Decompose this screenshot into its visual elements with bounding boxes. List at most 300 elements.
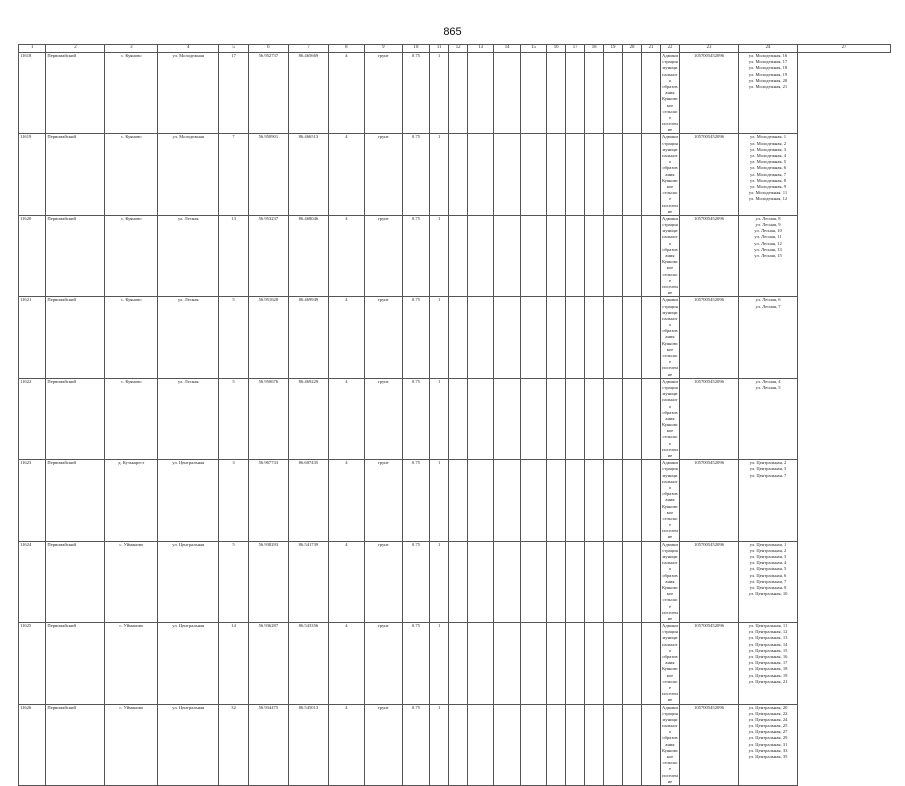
cell-empty bbox=[520, 704, 546, 785]
cell-surface: грунт bbox=[364, 623, 402, 704]
address-line: ул. Центральная, 14 bbox=[748, 641, 788, 647]
address-line: ул. Центральная, 2 bbox=[749, 460, 787, 466]
cell-settlement: с. Куяново bbox=[105, 378, 158, 459]
table-row bbox=[19, 541, 891, 622]
address-line: ул. Центральная, 31 bbox=[748, 741, 788, 747]
column-header: 13 bbox=[468, 45, 494, 53]
cell-addresses bbox=[739, 215, 798, 296]
cell-settlement: с. Куяново bbox=[105, 53, 158, 134]
cell-surface: грунт bbox=[364, 704, 402, 785]
cell-empty bbox=[585, 541, 604, 622]
cell-id: 11621 bbox=[19, 297, 46, 378]
cell-empty bbox=[604, 134, 623, 215]
cell-empty bbox=[494, 134, 520, 215]
address-line: ул. Центральная, 25 bbox=[748, 723, 788, 729]
address-line: ул. Центральная, 9 bbox=[749, 584, 787, 590]
cell-area: 0.75 bbox=[402, 541, 429, 622]
cell-count: 1 bbox=[430, 541, 449, 622]
address-line: ул. Лесная, 11 bbox=[754, 234, 782, 240]
cell-empty bbox=[642, 541, 661, 622]
cell-owner: Администрация муниципального образования Куяновское сельское поселение bbox=[661, 378, 678, 458]
cell-surface: грунт bbox=[364, 460, 402, 541]
cell-district: Первомайский bbox=[46, 704, 105, 785]
column-header: 19 bbox=[604, 45, 623, 53]
cell-lon: 86.469229 bbox=[288, 378, 328, 459]
address-line: ул. Центральная, 21 bbox=[748, 678, 788, 684]
address-line: ул. Молодежная, 2 bbox=[749, 140, 787, 146]
cell-empty bbox=[642, 704, 661, 785]
column-header: 22 bbox=[660, 45, 679, 53]
address-line: ул. Центральная, 6 bbox=[749, 572, 787, 578]
cell-house: 3 bbox=[219, 460, 249, 541]
cell-n: 4 bbox=[328, 297, 364, 378]
cell-street: ул. Лесная bbox=[158, 378, 219, 459]
cell-lat: 56.950901 bbox=[248, 134, 288, 215]
cell-n: 4 bbox=[328, 134, 364, 215]
address-line: ул. Центральная, 12 bbox=[748, 629, 788, 635]
cell-empty bbox=[468, 378, 494, 459]
address-line: ул. Центральная, 1 bbox=[749, 541, 787, 547]
cell-district: Первомайский bbox=[46, 623, 105, 704]
cell-district: Первомайский bbox=[46, 541, 105, 622]
cell-empty bbox=[623, 704, 642, 785]
address-line: ул. Центральная, 20 bbox=[748, 704, 788, 710]
cell-house: 17 bbox=[219, 53, 249, 134]
address-line: ул. Центральная, 19 bbox=[748, 672, 788, 678]
cell-count: 1 bbox=[430, 460, 449, 541]
address-line: ул. Центральная, 33 bbox=[748, 747, 788, 753]
cell-lon: 86.607435 bbox=[288, 460, 328, 541]
cell-house: 5 bbox=[219, 378, 249, 459]
cell-empty bbox=[520, 460, 546, 541]
cell-empty bbox=[449, 134, 468, 215]
cell-empty bbox=[585, 53, 604, 134]
cell-count: 1 bbox=[430, 215, 449, 296]
address-line: ул. Молодежная, 8 bbox=[749, 177, 787, 183]
cell-empty bbox=[494, 297, 520, 378]
address-line: ул. Центральная, 17 bbox=[748, 660, 788, 666]
column-header: 15 bbox=[520, 45, 546, 53]
address-line: ул. Центральная, 27 bbox=[748, 729, 788, 735]
cell-empty bbox=[547, 134, 566, 215]
column-header: 24 bbox=[739, 45, 798, 53]
cell-empty bbox=[449, 215, 468, 296]
cell-district: Первомайский bbox=[46, 215, 105, 296]
cell-empty bbox=[494, 623, 520, 704]
cell-n: 4 bbox=[328, 623, 364, 704]
address-line: ул. Центральная, 4 bbox=[749, 560, 787, 566]
address-line: ул. Молодежная, 19 bbox=[748, 71, 788, 77]
cell-empty bbox=[547, 541, 566, 622]
address-line: ул. Молодежная, 18 bbox=[748, 65, 788, 71]
address-line: ул. Центральная, 3 bbox=[749, 466, 787, 472]
cell-lon: 86.541739 bbox=[288, 541, 328, 622]
cell-surface: грунт bbox=[364, 541, 402, 622]
cell-addresses bbox=[739, 623, 798, 704]
address-line: ул. Лесная, 10 bbox=[754, 228, 782, 234]
cell-n: 4 bbox=[328, 53, 364, 134]
cell-empty bbox=[468, 297, 494, 378]
address-line: ул. Лесная, 9 bbox=[755, 222, 781, 228]
address-line: ул. Молодежная, 12 bbox=[748, 196, 788, 202]
cell-empty bbox=[623, 297, 642, 378]
cell-street: ул. Молодежная bbox=[158, 134, 219, 215]
cell-empty bbox=[642, 215, 661, 296]
cell-addresses bbox=[739, 704, 798, 785]
cell-lat: 56.952737 bbox=[248, 53, 288, 134]
column-header: 1 bbox=[19, 45, 46, 53]
table-row bbox=[19, 215, 891, 296]
address-line: ул. Центральная, 2 bbox=[749, 547, 787, 553]
address-line: ул. Лесная, 13 bbox=[754, 246, 782, 252]
cell-empty bbox=[642, 460, 661, 541]
cell-empty bbox=[566, 623, 585, 704]
table-row bbox=[19, 704, 891, 785]
column-header: 5 bbox=[219, 45, 249, 53]
cell-empty bbox=[585, 297, 604, 378]
cell-empty bbox=[585, 623, 604, 704]
column-header: 27 bbox=[798, 45, 891, 53]
cell-street: ул. Лесная bbox=[158, 297, 219, 378]
cell-empty bbox=[585, 215, 604, 296]
cell-empty bbox=[623, 53, 642, 134]
column-header: 14 bbox=[494, 45, 520, 53]
cell-inn: 1057005452096 bbox=[679, 378, 738, 459]
cell-empty bbox=[604, 215, 623, 296]
address-line: ул. Лесная, 5 bbox=[755, 384, 781, 390]
cell-addresses bbox=[739, 134, 798, 215]
cell-surface: грунт bbox=[364, 53, 402, 134]
cell-lat: 56.967733 bbox=[248, 460, 288, 541]
cell-count: 1 bbox=[430, 297, 449, 378]
cell-empty bbox=[623, 134, 642, 215]
cell-owner: Администрация муниципального образования Куяновское сельское поселение bbox=[661, 134, 678, 214]
table-row bbox=[19, 623, 891, 704]
column-header: 10 bbox=[402, 45, 429, 53]
cell-count: 1 bbox=[430, 53, 449, 134]
cell-empty bbox=[566, 134, 585, 215]
cell-empty bbox=[642, 134, 661, 215]
cell-lat: 56.951628 bbox=[248, 297, 288, 378]
address-line: ул. Молодежная, 17 bbox=[748, 59, 788, 65]
cell-empty bbox=[566, 541, 585, 622]
address-line: ул. Центральная, 7 bbox=[749, 472, 787, 478]
cell-empty bbox=[494, 541, 520, 622]
cell-empty bbox=[468, 53, 494, 134]
table-row bbox=[19, 378, 891, 459]
cell-empty bbox=[566, 704, 585, 785]
cell-lon: 86.469949 bbox=[288, 297, 328, 378]
cell-empty bbox=[566, 460, 585, 541]
cell-district: Первомайский bbox=[46, 297, 105, 378]
cell-empty bbox=[642, 297, 661, 378]
address-line: ул. Центральная, 18 bbox=[748, 666, 788, 672]
cell-empty bbox=[449, 623, 468, 704]
address-line: ул. Центральная, 11 bbox=[748, 623, 788, 629]
cell-count: 1 bbox=[430, 378, 449, 459]
cell-count: 1 bbox=[430, 623, 449, 704]
cell-empty bbox=[520, 541, 546, 622]
cell-empty bbox=[494, 53, 520, 134]
address-line: ул. Молодежная, 9 bbox=[749, 183, 787, 189]
cell-area: 0.75 bbox=[402, 460, 429, 541]
cell-n: 4 bbox=[328, 215, 364, 296]
column-header: 21 bbox=[642, 45, 661, 53]
cell-empty bbox=[604, 460, 623, 541]
cell-addresses bbox=[739, 460, 798, 541]
cell-id: 11624 bbox=[19, 541, 46, 622]
cell-settlement: с. Уйманово bbox=[105, 541, 158, 622]
column-header: 12 bbox=[449, 45, 468, 53]
cell-inn: 1057005452096 bbox=[679, 297, 738, 378]
cell-empty bbox=[468, 704, 494, 785]
header-row bbox=[19, 45, 891, 53]
address-line: ул. Лесная, 15 bbox=[754, 253, 782, 258]
address-line: ул. Молодежная, 16 bbox=[748, 53, 788, 58]
cell-empty bbox=[494, 704, 520, 785]
cell-empty bbox=[468, 134, 494, 215]
column-header: 20 bbox=[623, 45, 642, 53]
cell-settlement: с. Куяново bbox=[105, 134, 158, 215]
cell-inn: 1057005452096 bbox=[679, 134, 738, 215]
cell-id: 11620 bbox=[19, 215, 46, 296]
address-line: ул. Молодежная, 5 bbox=[749, 159, 787, 165]
cell-count: 1 bbox=[430, 134, 449, 215]
cell-empty bbox=[449, 378, 468, 459]
cell-empty bbox=[449, 297, 468, 378]
cell-empty bbox=[604, 704, 623, 785]
cell-empty bbox=[494, 460, 520, 541]
cell-lat: 56.953237 bbox=[248, 215, 288, 296]
cell-empty bbox=[623, 378, 642, 459]
address-line: ул. Молодежная, 20 bbox=[748, 77, 788, 83]
cell-empty bbox=[604, 378, 623, 459]
cell-addresses bbox=[739, 297, 798, 378]
cell-owner: Администрация муниципального образования Куяновское сельское поселение bbox=[661, 460, 678, 540]
table-row bbox=[19, 460, 891, 541]
column-header: 4 bbox=[158, 45, 219, 53]
cell-area: 0.75 bbox=[402, 378, 429, 459]
column-header: 11 bbox=[430, 45, 449, 53]
cell-empty bbox=[520, 297, 546, 378]
address-line: ул. Центральная, 24 bbox=[748, 716, 788, 722]
page-number: 865 bbox=[443, 26, 462, 38]
cell-empty bbox=[547, 297, 566, 378]
cell-house: 32 bbox=[219, 704, 249, 785]
address-line: ул. Молодежная, 1 bbox=[749, 134, 787, 140]
address-line: ул. Центральная, 29 bbox=[748, 735, 788, 741]
cell-addresses bbox=[739, 53, 798, 134]
address-line: ул. Центральная, 3 bbox=[749, 554, 787, 559]
cell-inn: 1057005452096 bbox=[679, 623, 738, 704]
cell-empty bbox=[623, 215, 642, 296]
cell-settlement: с. Уйманово bbox=[105, 623, 158, 704]
address-line: ул. Центральная, 10 bbox=[748, 591, 788, 597]
address-line: ул. Лесная, 4 bbox=[755, 378, 781, 384]
cell-empty bbox=[520, 53, 546, 134]
column-header: 18 bbox=[585, 45, 604, 53]
cell-empty bbox=[566, 53, 585, 134]
cell-district: Первомайский bbox=[46, 53, 105, 134]
cell-district: Первомайский bbox=[46, 378, 105, 459]
cell-street: ул. Молодежная bbox=[158, 53, 219, 134]
cell-house: 5 bbox=[219, 297, 249, 378]
cell-area: 0.75 bbox=[402, 623, 429, 704]
cell-lat: 56.938293 bbox=[248, 541, 288, 622]
column-header: 2 bbox=[46, 45, 105, 53]
cell-empty bbox=[468, 623, 494, 704]
cell-house: 7 bbox=[219, 134, 249, 215]
cell-empty bbox=[520, 623, 546, 704]
cell-empty bbox=[642, 623, 661, 704]
cell-n: 4 bbox=[328, 378, 364, 459]
cell-n: 4 bbox=[328, 460, 364, 541]
address-line: ул. Лесная, 8 bbox=[755, 215, 781, 221]
cell-inn: 1057005452096 bbox=[679, 460, 738, 541]
cell-inn: 1057005452096 bbox=[679, 215, 738, 296]
cell-lon: 86.545013 bbox=[288, 704, 328, 785]
cell-empty bbox=[547, 378, 566, 459]
address-line: ул. Центральная, 35 bbox=[748, 754, 788, 759]
cell-empty bbox=[623, 541, 642, 622]
column-header: 17 bbox=[566, 45, 585, 53]
cell-empty bbox=[585, 134, 604, 215]
address-line: ул. Центральная, 22 bbox=[748, 710, 788, 716]
cell-street: ул. Центральная bbox=[158, 704, 219, 785]
cell-empty bbox=[449, 460, 468, 541]
cell-district: Первомайский bbox=[46, 460, 105, 541]
address-line: ул. Молодежная, 21 bbox=[748, 83, 788, 89]
cell-empty bbox=[566, 297, 585, 378]
cell-empty bbox=[566, 378, 585, 459]
cell-owner: Администрация муниципального образования Куяновское сельское поселение bbox=[661, 53, 678, 133]
cell-empty bbox=[585, 704, 604, 785]
cell-owner: Администрация муниципального образования Куяновское сельское поселение bbox=[661, 541, 678, 621]
cell-addresses bbox=[739, 378, 798, 459]
cell-empty bbox=[547, 704, 566, 785]
cell-id: 11623 bbox=[19, 460, 46, 541]
cell-id: 11626 bbox=[19, 704, 46, 785]
address-line: ул. Центральная, 13 bbox=[748, 635, 788, 641]
column-header: 16 bbox=[547, 45, 566, 53]
cell-settlement: с. Куяново bbox=[105, 215, 158, 296]
cell-street: ул. Центральная bbox=[158, 460, 219, 541]
column-header: 9 bbox=[364, 45, 402, 53]
cell-empty bbox=[585, 460, 604, 541]
column-header: 3 bbox=[105, 45, 158, 53]
cell-empty bbox=[547, 623, 566, 704]
cell-district: Первомайский bbox=[46, 134, 105, 215]
cell-empty bbox=[604, 541, 623, 622]
cell-empty bbox=[604, 297, 623, 378]
address-line: ул. Молодежная, 7 bbox=[749, 171, 787, 177]
address-line: ул. Центральная, 15 bbox=[748, 647, 788, 653]
cell-house: 13 bbox=[219, 215, 249, 296]
cell-lon: 86.466513 bbox=[288, 134, 328, 215]
cell-area: 0.75 bbox=[402, 53, 429, 134]
cell-empty bbox=[449, 53, 468, 134]
cell-empty bbox=[642, 53, 661, 134]
cell-empty bbox=[604, 53, 623, 134]
cell-id: 11619 bbox=[19, 134, 46, 215]
cell-lat: 56.934475 bbox=[248, 704, 288, 785]
cell-empty bbox=[468, 460, 494, 541]
cell-surface: грунт bbox=[364, 215, 402, 296]
cell-empty bbox=[547, 215, 566, 296]
cell-count: 1 bbox=[430, 704, 449, 785]
table-row bbox=[19, 53, 891, 134]
column-header: 7 bbox=[288, 45, 328, 53]
cell-empty bbox=[520, 378, 546, 459]
cell-empty bbox=[547, 53, 566, 134]
cell-empty bbox=[623, 623, 642, 704]
cell-settlement: с. Уйманово bbox=[105, 704, 158, 785]
address-line: ул. Центральная, 7 bbox=[749, 578, 787, 584]
cell-addresses bbox=[739, 541, 798, 622]
address-line: ул. Молодежная, 3 bbox=[749, 146, 787, 152]
cell-settlement: с. Куяново bbox=[105, 297, 158, 378]
cell-inn: 1057005452096 bbox=[679, 541, 738, 622]
cell-empty bbox=[604, 623, 623, 704]
cell-lat: 56.950676 bbox=[248, 378, 288, 459]
cell-area: 0.75 bbox=[402, 297, 429, 378]
address-line: ул. Лесная, 7 bbox=[755, 303, 781, 309]
cell-owner: Администрация муниципального образования Куяновское сельское поселение bbox=[661, 297, 678, 377]
address-line: ул. Молодежная, 6 bbox=[749, 165, 787, 171]
register-table bbox=[18, 44, 891, 786]
cell-house: 5 bbox=[219, 541, 249, 622]
cell-street: ул. Центральная bbox=[158, 623, 219, 704]
cell-surface: грунт bbox=[364, 297, 402, 378]
cell-lat: 56.936287 bbox=[248, 623, 288, 704]
cell-n: 4 bbox=[328, 541, 364, 622]
address-line: ул. Молодежная, 4 bbox=[749, 153, 787, 158]
table-row bbox=[19, 297, 891, 378]
cell-lon: 86.468046 bbox=[288, 215, 328, 296]
cell-empty bbox=[520, 215, 546, 296]
cell-inn: 1057005452096 bbox=[679, 704, 738, 785]
cell-empty bbox=[449, 541, 468, 622]
cell-settlement: д. Кузькарест bbox=[105, 460, 158, 541]
cell-empty bbox=[468, 541, 494, 622]
cell-id: 11625 bbox=[19, 623, 46, 704]
column-header: 6 bbox=[248, 45, 288, 53]
cell-street: ул. Лесная bbox=[158, 215, 219, 296]
cell-empty bbox=[468, 215, 494, 296]
cell-n: 4 bbox=[328, 704, 364, 785]
address-line: ул. Молодежная, 11 bbox=[748, 190, 788, 196]
cell-empty bbox=[494, 215, 520, 296]
cell-empty bbox=[623, 460, 642, 541]
cell-empty bbox=[547, 460, 566, 541]
address-line: ул. Центральная, 5 bbox=[749, 566, 787, 572]
address-line: ул. Центральная, 16 bbox=[748, 654, 788, 659]
column-header: 8 bbox=[328, 45, 364, 53]
cell-surface: грунт bbox=[364, 134, 402, 215]
cell-owner: Администрация муниципального образования Куяновское сельское поселение bbox=[661, 215, 678, 296]
address-line: ул. Лесная, 6 bbox=[755, 297, 781, 303]
cell-area: 0.75 bbox=[402, 704, 429, 785]
cell-surface: грунт bbox=[364, 378, 402, 459]
cell-empty bbox=[494, 378, 520, 459]
column-header: 23 bbox=[679, 45, 738, 53]
cell-empty bbox=[642, 378, 661, 459]
cell-street: ул. Центральная bbox=[158, 541, 219, 622]
cell-lon: 86.465669 bbox=[288, 53, 328, 134]
cell-id: 11622 bbox=[19, 378, 46, 459]
table-row bbox=[19, 134, 891, 215]
cell-empty bbox=[566, 215, 585, 296]
